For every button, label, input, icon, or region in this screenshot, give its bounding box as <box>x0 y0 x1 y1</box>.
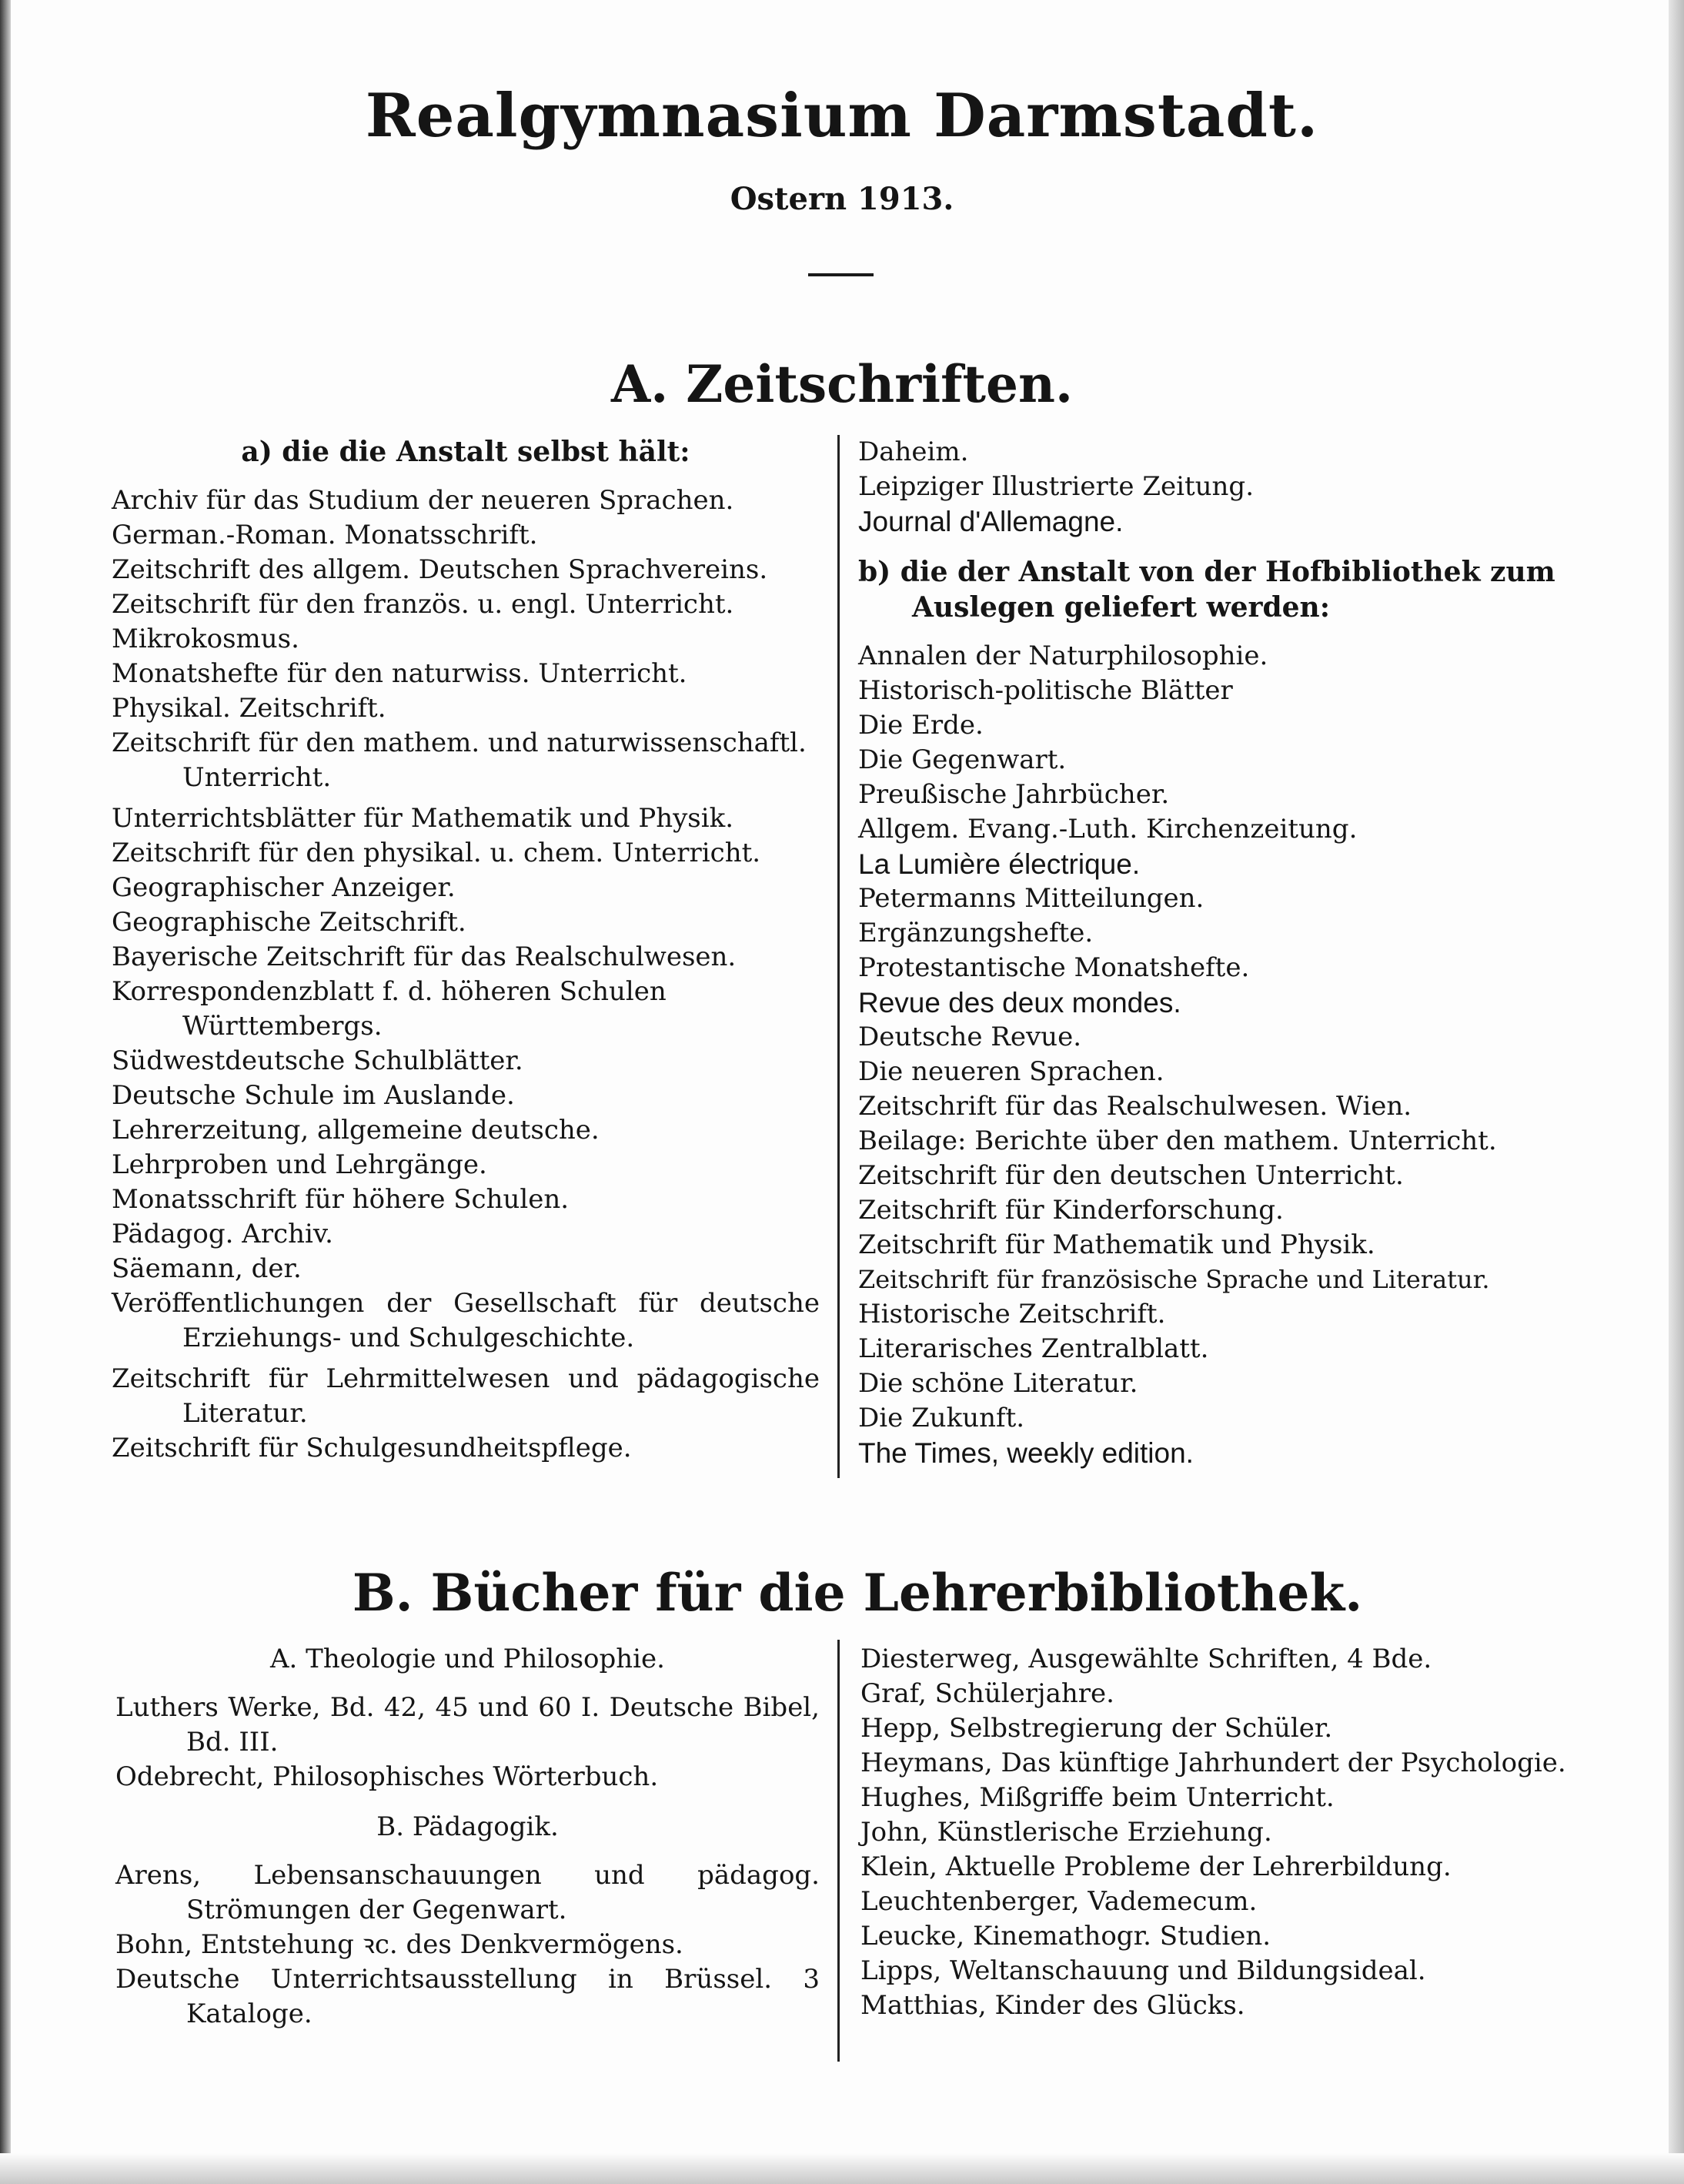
section-a-right-column <box>858 435 1566 1470</box>
list-item: Zeitschrift für den mathem. und naturwissenschaftl. Unterricht. <box>112 727 807 793</box>
page-edge-left <box>0 0 11 2184</box>
section-b-heading: B. Bücher für die Lehrerbibliothek. <box>352 1563 1363 1623</box>
list-item: Die Zukunft. <box>858 1403 1025 1433</box>
list-item: Mikrokosmus. <box>112 624 299 654</box>
list-item: Matthias, Kinder des Glücks. <box>860 1990 1245 2021</box>
list-item: Historische Zeitschrift. <box>858 1299 1166 1329</box>
column-divider <box>837 1640 840 2062</box>
list-item: Bohn, Entstehung ꝛc. des Denkvermögens. <box>115 1929 683 1960</box>
list-item: Zeitschrift für das Realschulwesen. Wien. <box>858 1091 1412 1122</box>
list-item: Journal d'Allemagne. <box>858 506 1124 537</box>
list-item: Lipps, Weltanschauung und Bildungsideal. <box>860 1955 1426 1986</box>
list-item: Protestantische Monatshefte. <box>858 952 1250 983</box>
list-item: Südwestdeutsche Schulblätter. <box>112 1045 523 1076</box>
list-item: Hughes, Mißgriffe beim Unterricht. <box>860 1782 1335 1813</box>
section-a-heading: A. Zeitschriften. <box>611 354 1073 414</box>
list-item: Beilage: Berichte über den mathem. Unterricht. <box>858 1125 1497 1156</box>
section-a-right-subheading: b) die der Anstalt von der Hofbibliothek zum Auslegen geliefert werden: <box>858 556 1555 624</box>
list-item: The Times, weekly edition. <box>858 1437 1194 1469</box>
section-a-left-column <box>112 435 820 1466</box>
list-item: Hepp, Selbstregierung der Schüler. <box>860 1713 1333 1744</box>
list-item: Geographischer Anzeiger. <box>112 872 456 903</box>
list-item: Revue des deux mondes. <box>858 987 1181 1018</box>
list-item: Monatsschrift für höhere Schulen. <box>112 1184 570 1215</box>
list-item: Die Gegenwart. <box>858 744 1067 775</box>
list-item: Odebrecht, Philosophisches Wörterbuch. <box>115 1761 659 1792</box>
list-item: Pädagog. Archiv. <box>112 1219 333 1249</box>
subsection-a-title: A. Theologie und Philosophie. <box>270 1644 665 1674</box>
list-item: Historisch-politische Blätter <box>858 675 1233 706</box>
list-item: Lehrproben und Lehrgänge. <box>112 1149 487 1180</box>
list-item: Luthers Werke, Bd. 42, 45 und 60 I. Deutsche Bibel, Bd. III. <box>115 1692 820 1758</box>
section-a-left-subheading: a) die die Anstalt selbst hält: <box>241 436 690 468</box>
list-item: Deutsche Schule im Auslande. <box>112 1080 515 1111</box>
column-divider <box>837 435 840 1478</box>
title-rule <box>808 273 874 276</box>
section-b-left-column <box>115 1642 820 2032</box>
list-item: Zeitschrift für Kinderforschung. <box>858 1195 1284 1226</box>
list-item: Klein, Aktuelle Probleme der Lehrerbildung. <box>860 1851 1452 1882</box>
list-item: Graf, Schülerjahre. <box>860 1678 1114 1709</box>
section-b-right-column <box>860 1642 1576 2023</box>
list-item: Die neueren Sprachen. <box>858 1056 1164 1087</box>
list-item: Deutsche Revue. <box>858 1022 1082 1052</box>
list-item: Geographische Zeitschrift. <box>112 907 466 938</box>
list-item: Leuchtenberger, Vademecum. <box>860 1886 1258 1917</box>
list-item: Zeitschrift des allgem. Deutschen Sprachvereins. <box>112 554 768 585</box>
list-item: Zeitschrift für Lehrmittelwesen und pädagogische Literatur. <box>112 1363 820 1429</box>
list-item: John, Künstlerische Erziehung. <box>860 1817 1272 1848</box>
list-item: Monatshefte für den naturwiss. Unterricht. <box>112 658 687 689</box>
page-title: Realgymnasium Darmstadt. <box>365 81 1319 151</box>
page-edge-bottom <box>0 2153 1684 2184</box>
list-item: Annalen der Naturphilosophie. <box>858 640 1268 671</box>
list-item: Veröffentlichungen der Gesellschaft für deutsche Erziehungs- und Schulgeschichte. <box>112 1288 820 1353</box>
list-item: Preußische Jahrbücher. <box>858 779 1170 810</box>
list-item: Unterrichtsblätter für Mathematik und Physik. <box>112 803 734 834</box>
page-subtitle: Ostern 1913. <box>730 181 954 217</box>
list-item: Zeitschrift für den deutschen Unterricht. <box>858 1160 1404 1191</box>
list-item: Arens, Lebensanschauungen und pädagog. Strömungen der Gegenwart. <box>115 1860 820 1925</box>
list-item: La Lumière électrique. <box>858 848 1141 880</box>
list-item: Diesterweg, Ausgewählte Schriften, 4 Bde. <box>860 1644 1432 1674</box>
subsection-b-title: B. Pädagogik. <box>376 1811 559 1842</box>
list-item: Zeitschrift für den physikal. u. chem. Unterricht. <box>112 838 761 868</box>
list-item: Lehrerzeitung, allgemeine deutsche. <box>112 1115 600 1146</box>
list-item: Allgem. Evang.-Luth. Kirchenzeitung. <box>858 814 1358 845</box>
list-item: Die schöne Literatur. <box>858 1368 1138 1399</box>
list-item: Bayerische Zeitschrift für das Realschulwesen. <box>112 941 737 972</box>
list-item: Literarisches Zentralblatt. <box>858 1333 1209 1364</box>
page-edge-right <box>1669 0 1684 2184</box>
list-item: German.-Roman. Monatsschrift. <box>112 520 538 550</box>
list-item: Archiv für das Studium der neueren Sprachen. <box>112 485 734 516</box>
list-item: Zeitschrift für Schulgesundheitspflege. <box>112 1433 632 1463</box>
list-item: Die Erde. <box>858 710 984 741</box>
list-item: Ergänzungshefte. <box>858 918 1094 948</box>
list-item: Säemann, der. <box>112 1253 302 1284</box>
list-item: Leipziger Illustrierte Zeitung. <box>858 471 1255 502</box>
list-item: Deutsche Unterrichtsausstellung in Brüssel. 3 Kataloge. <box>115 1964 820 2029</box>
list-item: Korrespondenzblatt f. d. höheren Schulen Württembergs. <box>112 976 667 1042</box>
list-item: Physikal. Zeitschrift. <box>112 693 386 724</box>
list-item: Zeitschrift für französische Sprache und Literatur. <box>858 1265 1490 1294</box>
list-item: Zeitschrift für den französ. u. engl. Unterricht. <box>112 589 734 620</box>
list-item: Leucke, Kinemathogr. Studien. <box>860 1921 1271 1952</box>
list-item: Petermanns Mitteilungen. <box>858 883 1205 914</box>
list-item: Daheim. <box>858 436 969 467</box>
list-item: Zeitschrift für Mathematik und Physik. <box>858 1229 1375 1260</box>
list-item: Heymans, Das künftige Jahrhundert der Psychologie. <box>860 1748 1566 1778</box>
